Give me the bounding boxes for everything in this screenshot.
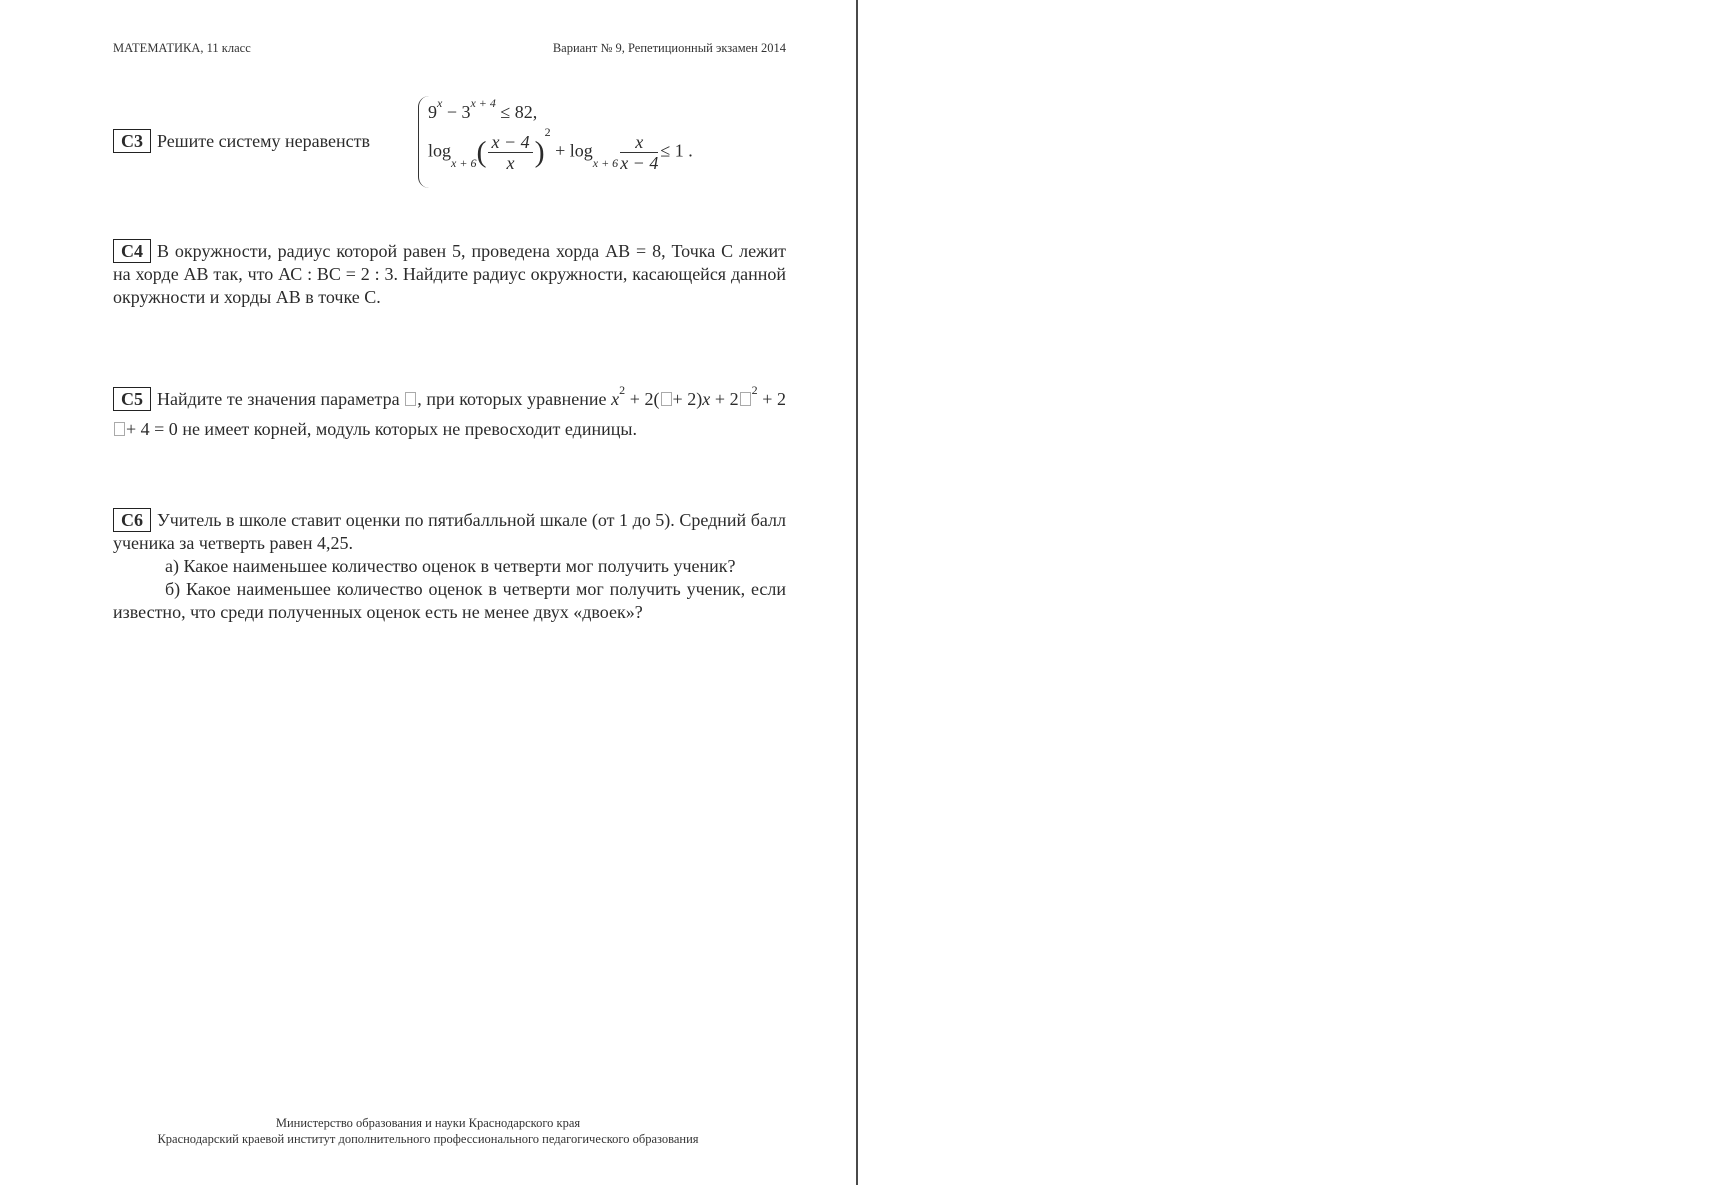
task-c6-part-b: б) Какое наименьшее количество оценок в четверти мог получить ученик, если известно, что среди полученных оценок есть не менее двух «двоек»? — [113, 579, 786, 622]
footer-institute: Краснодарский краевой институт дополнительного профессионального педагогического образования — [157, 1132, 699, 1146]
task-c6 — [113, 508, 786, 624]
task-c5: С5 Найдите те значения параметра , при которых уравнение $x^2 + 2( + 2)x + 2$ $^2$ + 2+ 4 = 0 не имеет корней, модуль которых не превосходит единицы. — [113, 379, 786, 444]
inequality-line-2: $\log_{x + 6}$( $\frac{x - 4}{x}$ )$^2 + \log_{x + 6}$ $\frac{x}{x - 4}$ ≤ 1 . — [428, 124, 693, 173]
task-c6-intro: Учитель в школе ставит оценки по пятибалльной шкале (от 1 до 5). Средний балл ученика за четверть равен 4,25. — [113, 510, 786, 553]
parameter-placeholder — [405, 392, 416, 406]
footer-ministry: Министерство образования и науки Краснодарского края — [275, 1116, 581, 1130]
fraction-2: $\frac{x}{x - 4}$ — [620, 132, 659, 173]
header-variant: Вариант № 9, Репетиционный экзамен 2014 — [552, 41, 786, 55]
task-c3-label: С3 — [113, 129, 151, 153]
document-page-left — [0, 0, 856, 1185]
task-c5-label: С5 — [113, 387, 151, 411]
task-c3 — [113, 129, 370, 153]
task-c3-text: Решите систему неравенств — [157, 131, 370, 151]
task-c4-label: С4 — [113, 239, 151, 263]
task-c4 — [113, 239, 786, 309]
fraction-1: $\frac{x - 4}{x}$ — [488, 132, 532, 173]
task-c6-part-a: а) Какое наименьшее количество оценок в четверти мог получить ученик? — [165, 556, 736, 576]
inequality-system — [418, 96, 738, 188]
document-page-right-blank — [858, 0, 1714, 1185]
inequality-line-1: $9^x - 3^{x + 4} \le 82$, — [428, 96, 538, 122]
task-c4-text: В окружности, радиус которой равен 5, проведена хорда АВ = 8, Точка С лежит на хорде АВ так, что АС : ВС = 2 : 3. Найдите радиус окружности, касающейся данной окружности и хорды АВ в точке С. — [113, 241, 786, 307]
header-subject: МАТЕМАТИКА, 11 класс — [113, 41, 251, 55]
task-c6-label: С6 — [113, 508, 151, 532]
